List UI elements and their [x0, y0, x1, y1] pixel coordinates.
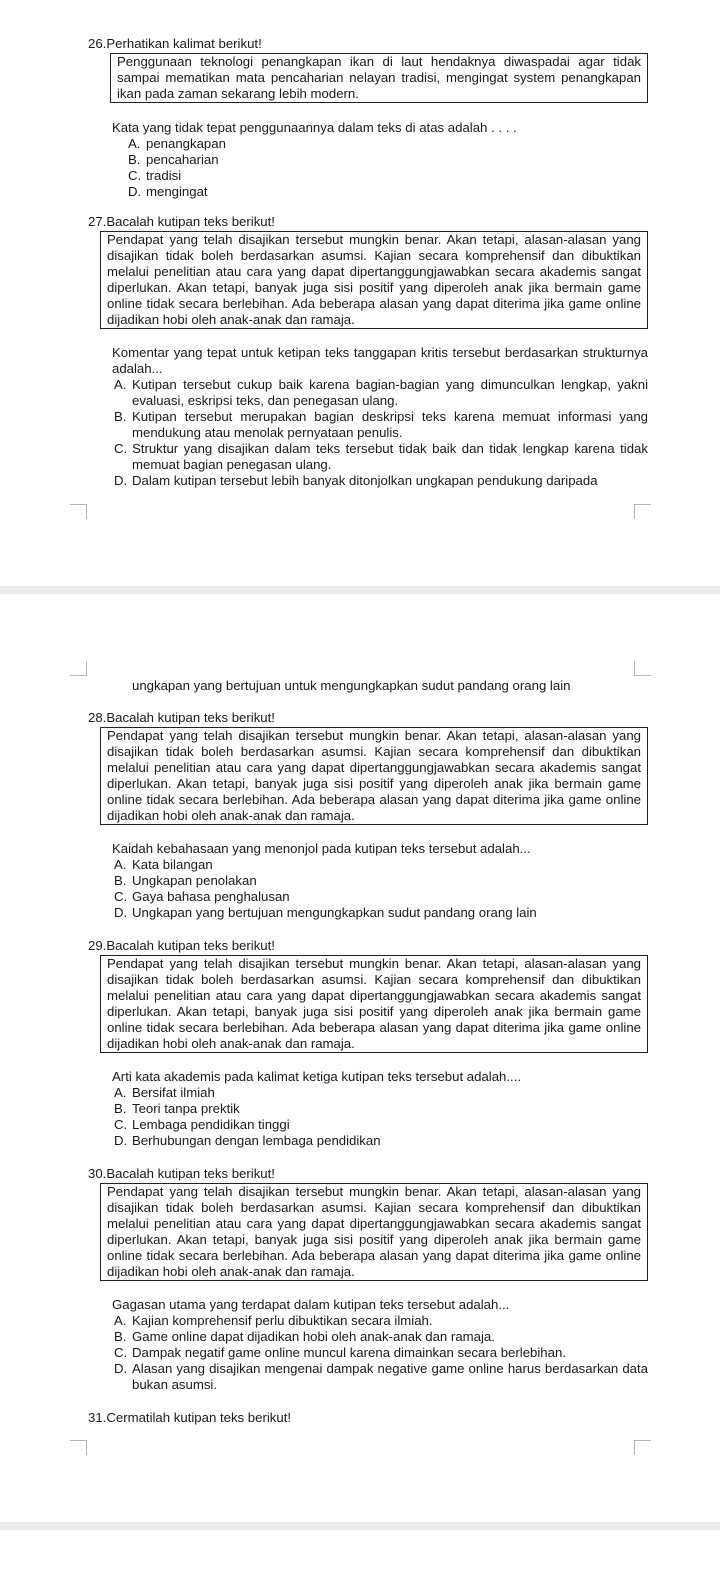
quote-box: Pendapat yang telah disajikan tersebut mungkin benar. Akan tetapi, alasan-alasan yang disajikan tidak boleh berdasarkan asumsi. Kajian secara komprehensif dan dibuktikan melalui penelitian atau cara yang dapat dipertanggungjawabkan secara akademis sangat diperlukan. Akan tetapi, banyak juga sisi positif yang diperoleh anak jika bermain game online tidak secara berlebihan. Ada beberapa alasan yang dapat diterima jika game online dijadikan hobi oleh anak-anak dan ramaja.	[100, 955, 648, 1053]
options-list	[88, 1085, 648, 1149]
option-d[interactable]: D. Alasan yang disajikan mengenai dampak negative game online harus berdasarkan data bukan asumsi.	[114, 1361, 648, 1392]
option-b[interactable]: B. Kutipan tersebut merupakan bagian deskripsi teks karena memuat informasi yang mendukung atau menolak pernyataan penulis.	[114, 409, 648, 440]
option-c[interactable]: C. Dampak negatif game online muncul karena dimainkan secara berlebihan.	[114, 1345, 566, 1360]
question-instruction: Perhatikan kalimat berikut!	[106, 36, 262, 51]
question-number: 27.	[88, 214, 107, 229]
option-c[interactable]: C. Struktur yang disajikan dalam teks tersebut tidak baik dan tidak lengkap karena tidak memuat bagian penegasan ulang.	[114, 441, 648, 472]
question-prompt: Arti kata akademis pada kalimat ketiga kutipan teks tersebut adalah....	[112, 1069, 522, 1084]
option-a[interactable]: A. Kajian komprehensif perlu dibuktikan secara ilmiah.	[114, 1313, 433, 1328]
question-header	[88, 710, 648, 726]
option-d[interactable]: D. mengingat	[128, 184, 208, 199]
question-number: 28.	[88, 710, 107, 725]
question-instruction: Bacalah kutipan teks berikut!	[106, 1166, 275, 1181]
question-instruction: Bacalah kutipan teks berikut!	[106, 214, 275, 229]
option-b[interactable]: B. pencaharian	[128, 152, 219, 167]
question-28	[88, 710, 648, 921]
option-b[interactable]: B. Ungkapan penolakan	[114, 873, 257, 888]
option-a[interactable]: A. Bersifat ilmiah	[114, 1085, 215, 1100]
question-27	[88, 214, 648, 489]
option-c[interactable]: C. Gaya bahasa penghalusan	[114, 889, 290, 904]
quote-box: Pendapat yang telah disajikan tersebut mungkin benar. Akan tetapi, alasan-alasan yang disajikan tidak boleh berdasarkan asumsi. Kajian secara komprehensif dan dibuktikan melalui penelitian atau cara yang dapat dipertanggungjawabkan secara akademis sangat diperlukan. Akan tetapi, banyak juga sisi positif yang diperoleh anak jika bermain game online tidak secara berlebihan. Ada beberapa alasan yang dapat diterima jika game online dijadikan hobi oleh anak-anak dan ramaja.	[100, 727, 648, 825]
option-c[interactable]: C. Lembaga pendidikan tinggi	[114, 1117, 290, 1132]
option-d-continuation: ungkapan yang bertujuan untuk mengungkapkan sudut pandang orang lain	[132, 678, 571, 693]
options-list	[88, 1313, 648, 1393]
question-instruction: Cermatilah kutipan teks berikut!	[106, 1410, 292, 1425]
question-26	[88, 36, 648, 200]
crop-mark	[634, 1440, 651, 1455]
option-a[interactable]: A. Kutipan tersebut cukup baik karena bagian-bagian yang dimunculkan lengkap, yakni evaluasi, eskripsi teks, dan penegasan ulang.	[114, 377, 648, 408]
question-prompt: Komentar yang tepat untuk ketipan teks tanggapan kritis tersebut berdasarkan strukturnya adalah...	[112, 345, 648, 376]
question-number: 26.	[88, 36, 107, 51]
question-header	[88, 36, 648, 52]
question-30	[88, 1166, 648, 1393]
question-31	[88, 1410, 648, 1426]
question-prompt: Gagasan utama yang terdapat dalam kutipan teks tersebut adalah...	[112, 1297, 510, 1312]
question-number: 29.	[88, 938, 107, 953]
option-a[interactable]: A. penangkapan	[128, 136, 226, 151]
crop-mark	[70, 661, 87, 676]
page-break	[0, 586, 720, 594]
option-b[interactable]: B. Teori tanpa prektik	[114, 1101, 240, 1116]
crop-mark	[70, 504, 87, 519]
question-number: 30.	[88, 1166, 107, 1181]
question-header	[88, 1410, 648, 1426]
quote-box: Penggunaan teknologi penangkapan ikan di laut hendaknya diwaspadai agar tidak sampai mematikan mata pencaharian nelayan tradisi, mengingat system penangkapan ikan pada zaman sekarang lebih modern.	[110, 53, 648, 103]
option-d[interactable]: D. Berhubungan dengan lembaga pendidikan	[114, 1133, 381, 1148]
question-number: 31.	[88, 1410, 107, 1425]
option-c[interactable]: C. tradisi	[128, 168, 182, 183]
options-list	[88, 377, 648, 489]
question-header	[88, 938, 648, 954]
crop-mark	[70, 1440, 87, 1455]
question-prompt: Kata yang tidak tepat penggunaannya dalam teks di atas adalah . . . .	[112, 120, 517, 135]
page-break	[0, 1522, 720, 1530]
question-header	[88, 1166, 648, 1182]
crop-mark	[634, 661, 651, 676]
option-d[interactable]: D. Dalam kutipan tersebut lebih banyak ditonjolkan ungkapan pendukung daripada	[114, 473, 598, 488]
options-list	[88, 857, 648, 921]
question-header	[88, 214, 648, 230]
question-29	[88, 938, 648, 1149]
options-list	[88, 136, 648, 200]
question-prompt: Kaidah kebahasaan yang menonjol pada kutipan teks tersebut adalah...	[112, 841, 531, 856]
option-b[interactable]: B. Game online dapat dijadikan hobi oleh anak-anak dan ramaja.	[114, 1329, 495, 1344]
quote-box: Pendapat yang telah disajikan tersebut mungkin benar. Akan tetapi, alasan-alasan yang disajikan tidak boleh berdasarkan asumsi. Kajian secara komprehensif dan dibuktikan melalui penelitian atau cara yang dapat dipertanggungjawabkan secara akademis sangat diperlukan. Akan tetapi, banyak juga sisi positif yang diperoleh anak jika bermain game online tidak secara berlebihan. Ada beberapa alasan yang dapat diterima jika game online dijadikan hobi oleh anak-anak dan ramaja.	[100, 1183, 648, 1281]
question-instruction: Bacalah kutipan teks berikut!	[106, 938, 275, 953]
quote-box: Pendapat yang telah disajikan tersebut mungkin benar. Akan tetapi, alasan-alasan yang disajikan tidak boleh berdasarkan asumsi. Kajian secara komprehensif dan dibuktikan melalui penelitian atau cara yang dapat dipertanggungjawabkan secara akademis sangat diperlukan. Akan tetapi, banyak juga sisi positif yang diperoleh anak jika bermain game online tidak secara berlebihan. Ada beberapa alasan yang dapat diterima jika game online dijadikan hobi oleh anak-anak dan ramaja.	[100, 231, 648, 329]
crop-mark	[634, 504, 651, 519]
option-d[interactable]: D. Ungkapan yang bertujuan mengungkapkan sudut pandang orang lain	[114, 905, 537, 920]
option-a[interactable]: A. Kata bilangan	[114, 857, 213, 872]
question-instruction: Bacalah kutipan teks berikut!	[106, 710, 275, 725]
